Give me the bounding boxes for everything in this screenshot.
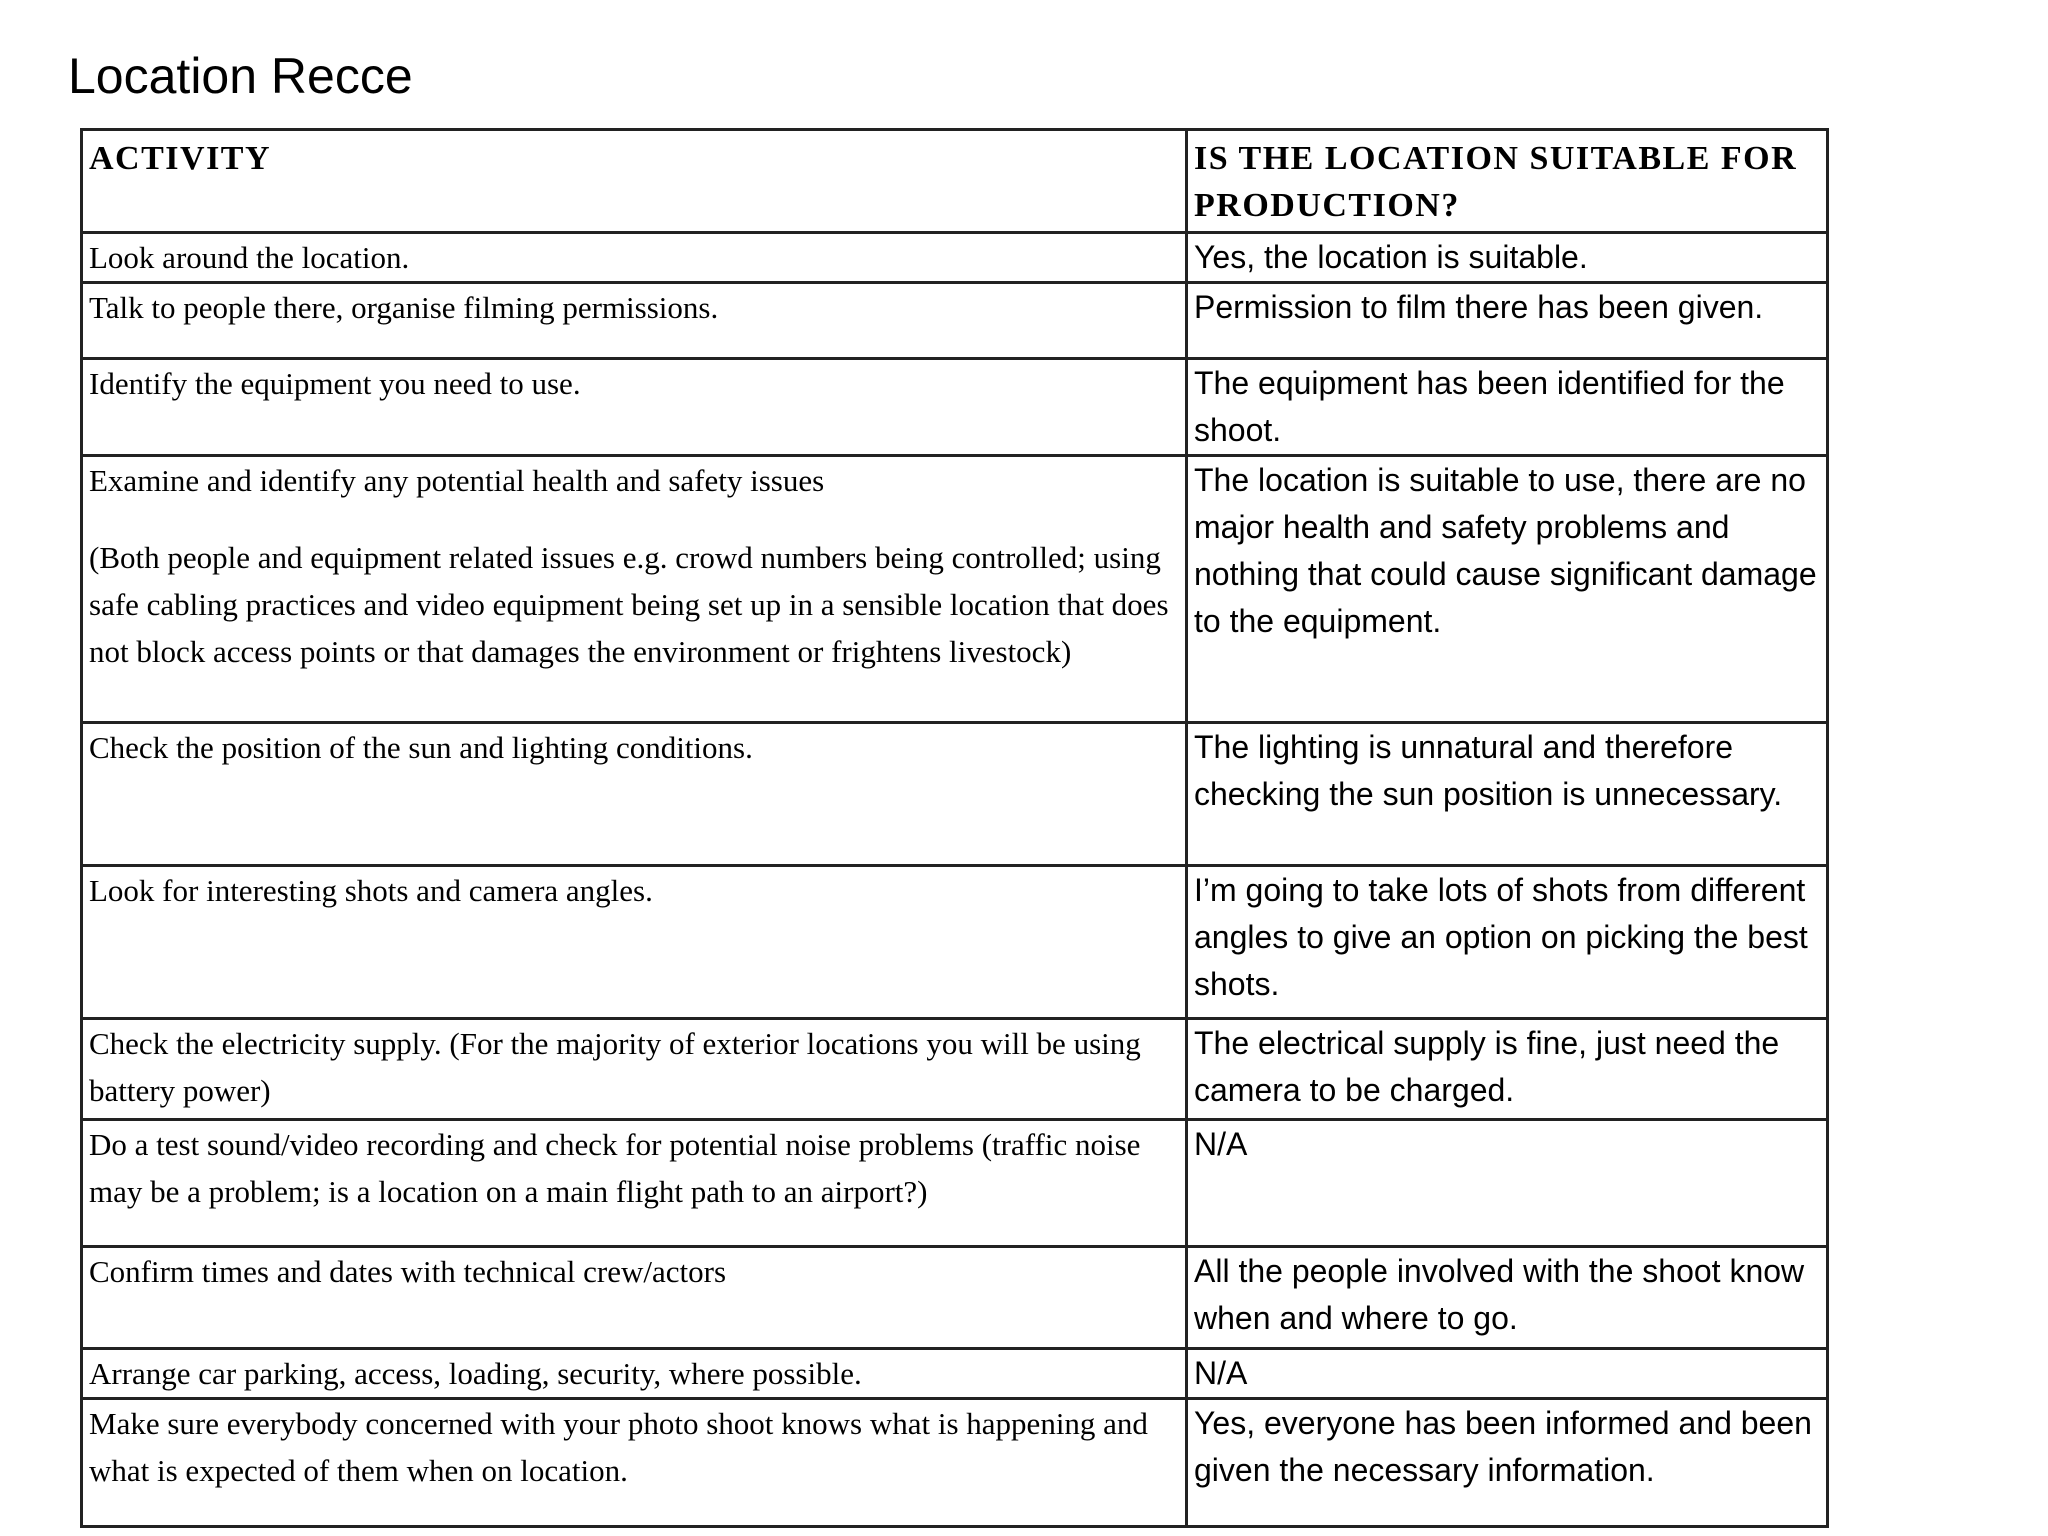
- activity-cell: Make sure everybody concerned with your photo shoot knows what is happening and what is expected of them when on location.: [82, 1399, 1187, 1527]
- table-row: [82, 1349, 1828, 1399]
- suitability-cell: N/A: [1187, 1120, 1828, 1247]
- suitability-cell: The equipment has been identified for the shoot.: [1187, 359, 1828, 456]
- suitability-cell: I’m going to take lots of shots from different angles to give an option on picking the best shots.: [1187, 866, 1828, 1019]
- activity-cell: Identify the equipment you need to use.: [82, 359, 1187, 456]
- table-row: [82, 456, 1828, 723]
- suitability-cell: N/A: [1187, 1349, 1828, 1399]
- activity-cell: Talk to people there, organise filming permissions.: [82, 283, 1187, 359]
- header-activity: ACTIVITY: [82, 130, 1187, 233]
- activity-cell: [82, 456, 1187, 723]
- recce-table: [80, 128, 1829, 1528]
- table-row: [82, 1247, 1828, 1349]
- suitability-cell: The electrical supply is fine, just need the camera to be charged.: [1187, 1019, 1828, 1120]
- table-row: [82, 359, 1828, 456]
- suitability-cell: The lighting is unnatural and therefore checking the sun position is unnecessary.: [1187, 723, 1828, 866]
- activity-text: Examine and identify any potential health and safety issues: [89, 463, 825, 498]
- table-row: [82, 1120, 1828, 1247]
- suitability-cell: Yes, everyone has been informed and been given the necessary information.: [1187, 1399, 1828, 1527]
- activity-cell: Look for interesting shots and camera angles.: [82, 866, 1187, 1019]
- page-title: Location Recce: [68, 48, 413, 104]
- header-suitable: IS THE LOCATION SUITABLE FOR PRODUCTION?: [1187, 130, 1828, 233]
- table-row: [82, 1399, 1828, 1527]
- activity-cell: Do a test sound/video recording and check for potential noise problems (traffic noise may be a problem; is a location on a main flight path to an airport?): [82, 1120, 1187, 1247]
- table-header-row: [82, 130, 1828, 233]
- activity-cell: Arrange car parking, access, loading, security, where possible.: [82, 1349, 1187, 1399]
- table-row: [82, 866, 1828, 1019]
- activity-cell: Look around the location.: [82, 233, 1187, 283]
- table-row: [82, 283, 1828, 359]
- suitability-cell: Permission to film there has been given.: [1187, 283, 1828, 359]
- table-row: [82, 233, 1828, 283]
- activity-cell: Confirm times and dates with technical crew/actors: [82, 1247, 1187, 1349]
- table-row: [82, 723, 1828, 866]
- activity-note: (Both people and equipment related issues e.g. crowd numbers being controlled; using safe cabling practices and video equipment being set up in a sensible location that does not block access points or that damages the environment or frightens livestock): [89, 540, 1169, 669]
- suitability-cell: The location is suitable to use, there are no major health and safety problems and nothing that could cause significant damage to the equipment.: [1187, 456, 1828, 723]
- activity-cell: Check the electricity supply. (For the majority of exterior locations you will be using battery power): [82, 1019, 1187, 1120]
- table-row: [82, 1019, 1828, 1120]
- suitability-cell: All the people involved with the shoot know when and where to go.: [1187, 1247, 1828, 1349]
- suitability-cell: Yes, the location is suitable.: [1187, 233, 1828, 283]
- activity-cell: Check the position of the sun and lighting conditions.: [82, 723, 1187, 866]
